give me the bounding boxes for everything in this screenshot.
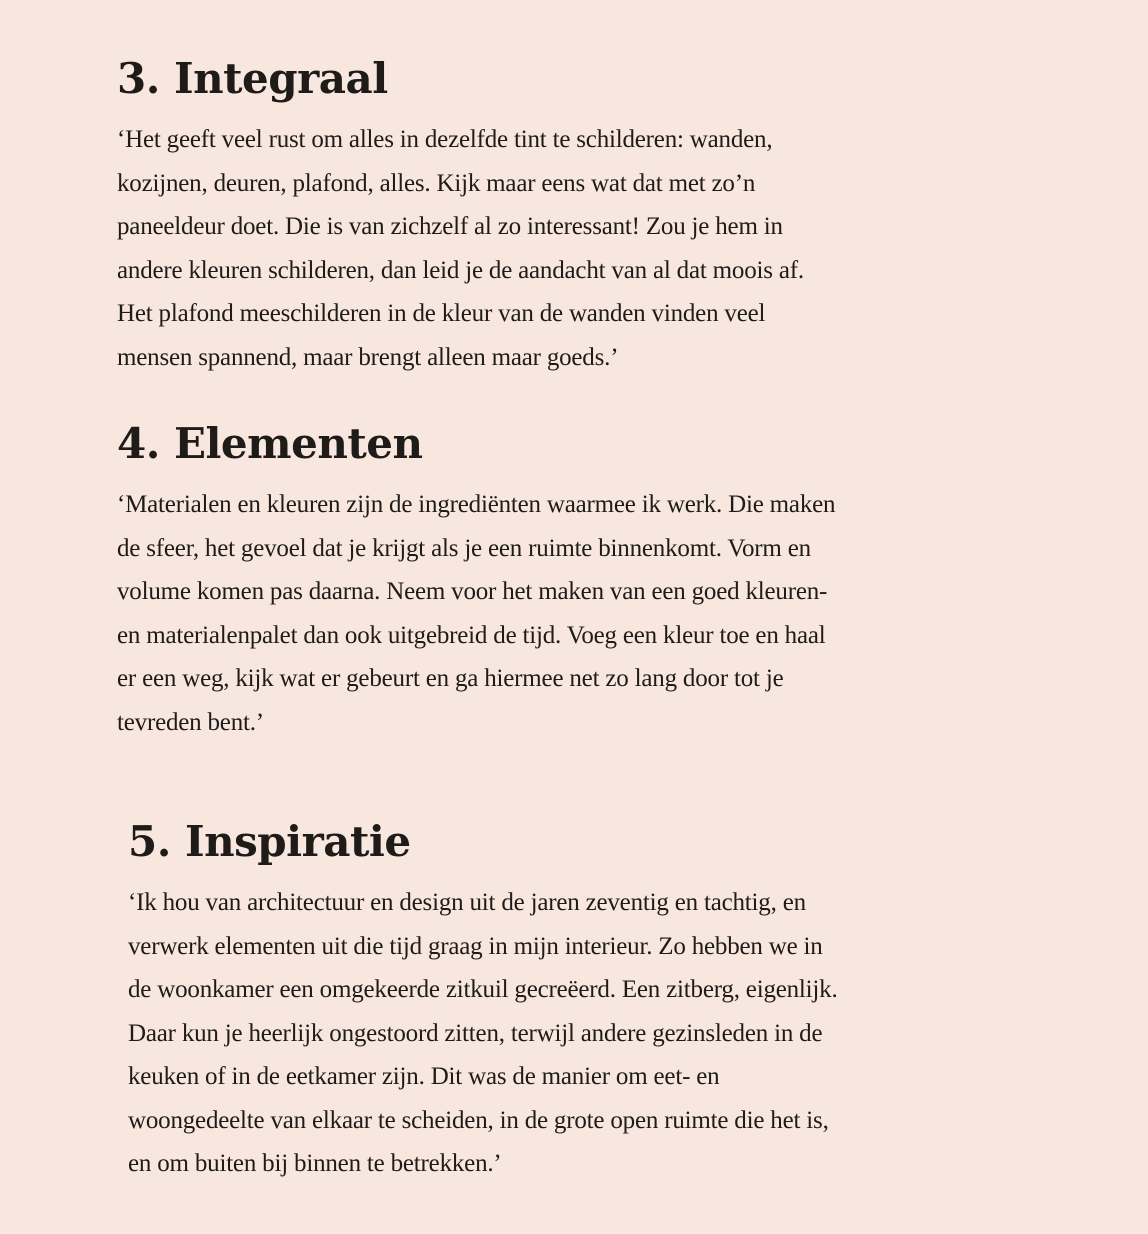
body-line: verwerk elementen uit die tijd graag in mijn interieur. Zo hebben we in: [128, 932, 823, 960]
body-line: ‘Het geeft veel rust om alles in dezelfde tint te schilderen: wanden,: [117, 126, 773, 154]
section-body: [128, 881, 1088, 1186]
section-heading: 5. Inspiratie: [128, 817, 411, 866]
body-line: tevreden bent.’: [117, 708, 264, 736]
body-line: en om buiten bij binnen te betrekken.’: [128, 1150, 502, 1178]
body-line: er een weg, kijk wat er gebeurt en ga hiermee net zo lang door tot je: [117, 665, 784, 693]
section-heading: 3. Integraal: [117, 54, 388, 103]
body-line: de woonkamer een omgekeerde zitkuil gecreëerd. Een zitberg, eigenlijk.: [128, 976, 838, 1004]
body-line: ‘Ik hou van architectuur en design uit de jaren zeventig en tachtig, en: [128, 889, 806, 917]
section-integraal: [117, 55, 1077, 379]
body-line: Het plafond meeschilderen in de kleur van de wanden vinden veel: [117, 300, 766, 328]
body-line: de sfeer, het gevoel dat je krijgt als je een ruimte binnenkomt. Vorm en: [117, 534, 811, 562]
body-line: andere kleuren schilderen, dan leid je de aandacht van al dat moois af.: [117, 256, 804, 284]
section-inspiratie: [128, 818, 1088, 1186]
section-heading: 4. Elementen: [117, 419, 423, 468]
body-line: mensen spannend, maar brengt alleen maar goeds.’: [117, 343, 619, 371]
section-body: [117, 483, 1077, 744]
body-line: ‘Materialen en kleuren zijn de ingrediënten waarmee ik werk. Die maken: [117, 491, 836, 519]
body-line: woongedeelte van elkaar te scheiden, in de grote open ruimte die het is,: [128, 1106, 829, 1134]
body-line: volume komen pas daarna. Neem voor het maken van een goed kleuren-: [117, 578, 828, 606]
body-line: paneeldeur doet. Die is van zichzelf al zo interessant! Zou je hem in: [117, 213, 783, 241]
body-line: en materialenpalet dan ook uitgebreid de tijd. Voeg een kleur toe en haal: [117, 621, 826, 649]
body-line: kozijnen, deuren, plafond, alles. Kijk maar eens wat dat met zo’n: [117, 169, 756, 197]
body-line: keuken of in de eetkamer zijn. Dit was de manier om eet- en: [128, 1063, 720, 1091]
body-line: Daar kun je heerlijk ongestoord zitten, terwijl andere gezinsleden in de: [128, 1019, 823, 1047]
section-elementen: [117, 420, 1077, 744]
section-body: [117, 118, 1077, 379]
